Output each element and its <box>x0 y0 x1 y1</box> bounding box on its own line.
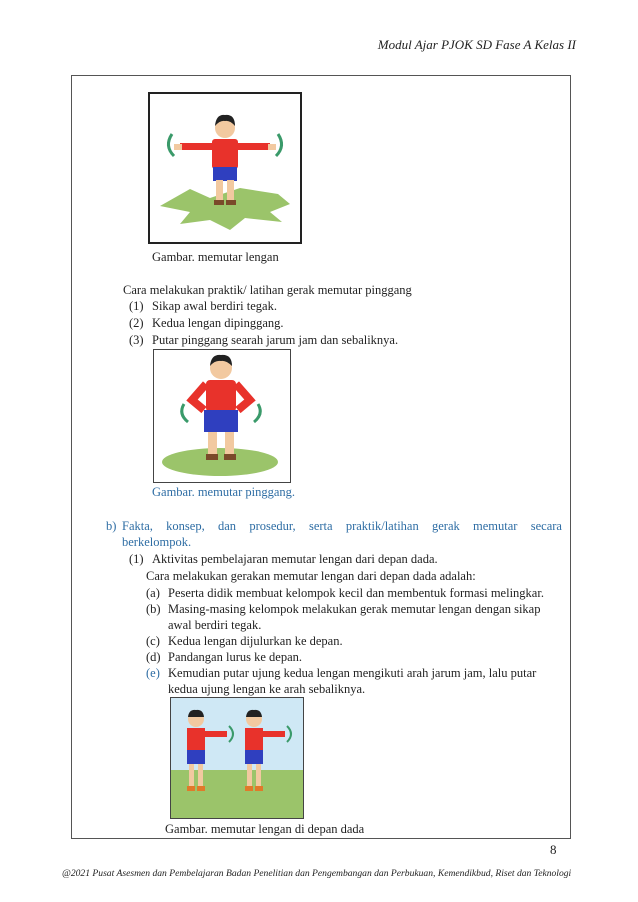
figure-caption: Gambar. memutar lengan di depan dada <box>165 822 365 836</box>
section-heading-line1 <box>122 518 562 534</box>
pinggang-intro: Cara melakukan praktik/ latihan gerak memutar pinggang <box>123 283 412 297</box>
step-number: (e) <box>146 666 160 680</box>
step-number: (b) <box>146 602 161 616</box>
running-header: Modul Ajar PJOK SD Fase A Kelas II <box>377 37 576 52</box>
step-number: (d) <box>146 650 161 664</box>
step-text-cont: awal berdiri tegak. <box>168 618 262 632</box>
step-number: (c) <box>146 634 160 648</box>
step-text: Pandangan lurus ke depan. <box>168 650 302 664</box>
figure-memutar-lengan <box>148 92 302 244</box>
section-label: b) <box>106 519 117 533</box>
step-text: Kemudian putar ujung kedua lengan mengikuti arah jarum jam, lalu putar <box>168 666 537 680</box>
heading-word: serta <box>308 519 333 533</box>
heading-word: Fakta, <box>122 519 153 533</box>
section-heading-line2: berkelompok. <box>122 535 192 549</box>
two-children-arm-circle-illustration <box>171 698 303 818</box>
figure-memutar-pinggang <box>153 349 291 483</box>
step-number: (3) <box>129 333 144 347</box>
child-arm-circle-illustration <box>150 94 300 242</box>
step-text-cont: kedua ujung lengan ke arah sebaliknya. <box>168 682 366 696</box>
heading-word: dan <box>217 519 237 533</box>
footer-copyright: @2021 Pusat Asesmen dan Pembelajaran Badan Penelitian dan Pengembangan dan Perbukuan, Kemendikbud, Riset dan Teknologi <box>62 868 572 879</box>
procedure-intro: Cara melakukan gerakan memutar lengan dari depan dada adalah: <box>146 569 476 583</box>
heading-word: prosedur, <box>249 519 296 533</box>
step-text: Putar pinggang searah jarum jam dan sebaliknya. <box>152 333 399 347</box>
child-waist-twist-illustration <box>154 350 290 482</box>
heading-word: konsep, <box>166 519 205 533</box>
heading-word: memutar <box>473 519 518 533</box>
figure-caption: Gambar. memutar pinggang. <box>152 485 296 499</box>
step-text: Kedua lengan dijulurkan ke depan. <box>168 634 343 648</box>
step-number: (2) <box>129 316 144 330</box>
step-number: (1) <box>129 299 144 313</box>
step-text: Peserta didik membuat kelompok kecil dan membentuk formasi melingkar. <box>168 586 544 600</box>
page-number: 8 <box>550 842 557 857</box>
sub-number: (1) <box>129 552 144 566</box>
heading-word: secara <box>530 519 562 533</box>
content-frame <box>71 75 571 839</box>
step-number: (a) <box>146 586 160 600</box>
step-text: Kedua lengan dipinggang. <box>152 316 284 330</box>
sub-title: Aktivitas pembelajaran memutar lengan dari depan dada. <box>152 552 438 566</box>
heading-word: praktik/latihan <box>345 519 419 533</box>
heading-word: gerak <box>432 519 460 533</box>
step-text: Sikap awal berdiri tegak. <box>152 299 277 313</box>
step-text: Masing-masing kelompok melakukan gerak memutar lengan dengan sikap <box>168 602 541 616</box>
figure-caption: Gambar. memutar lengan <box>152 250 279 264</box>
figure-memutar-lengan-depan-dada <box>170 697 304 819</box>
